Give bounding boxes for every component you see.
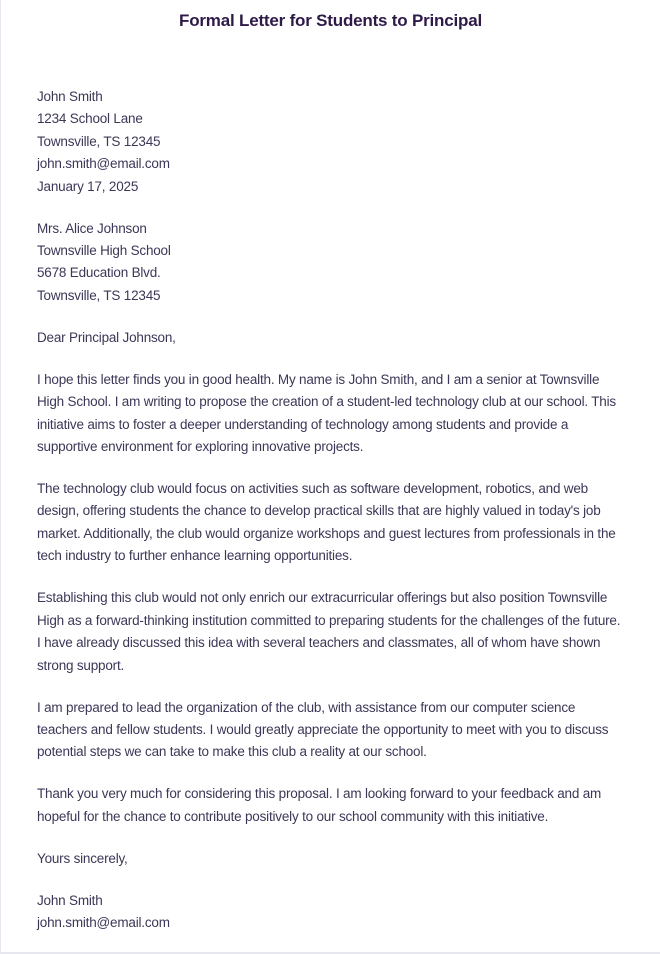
letter-paragraph-3: Establishing this club would not only enrich our extracurricular offerings but also position Townsville High as a forward-thinking institution committed to preparing students for the challenges of the future. I have already discussed this idea with several teachers and classmates, all of whom have shown strong support. [37,590,621,673]
letter-paragraph-2: The technology club would focus on activities such as software development, robotics, and web design, offering students the chance to develop practical skills that are highly valued in today's job market. Additionally, the club would organize workshops and guest lectures from professionals in the tech industry to further enhance learning opportunities. [37,481,616,564]
recipient-name: Mrs. Alice Johnson [37,220,147,236]
sender-address-block [37,86,624,198]
sender-name: John Smith [37,89,103,104]
letter-date: January 17, 2025 [37,178,139,194]
letter-paragraph-1: I hope this letter finds you in good health. My name is John Smith, and I am a senior at Townsville High School. I am writing to propose the creation of a student-led technology club at our school. This initiative aims to foster a deeper understanding of technology among students and provide a supportive environment for exploring innovative projects. [37,371,616,455]
closing: Yours sincerely, [37,850,128,866]
signature-name: John Smith [37,892,103,908]
recipient-school: Townsville High School [37,243,171,259]
letter-paragraph-5: Thank you very much for considering this proposal. I am looking forward to your feedback and am hopeful for the chance to contribute positively to our school community with this initiative. [37,786,602,824]
salutation: Dear Principal Johnson, [37,329,176,345]
recipient-street: 5678 Education Blvd. [37,265,161,281]
page-title: Formal Letter for Students to Principal [179,11,482,30]
sender-email: john.smith@email.com [37,156,170,172]
sender-city: Townsville, TS 12345 [37,133,161,149]
letter-paragraph-4: I am prepared to lead the organization of the club, with assistance from our computer science teachers and fellow students. I would greatly appreciate the opportunity to meet with you to discuss potential steps we can take to make this club a reality at our school. [37,699,609,760]
recipient-city: Townsville, TS 12345 [37,287,161,303]
signature-block [37,890,624,935]
signature-email: john.smith@email.com [37,915,170,931]
sender-street: 1234 School Lane [37,111,143,127]
recipient-address-block [37,218,624,308]
letter-body [1,86,660,935]
